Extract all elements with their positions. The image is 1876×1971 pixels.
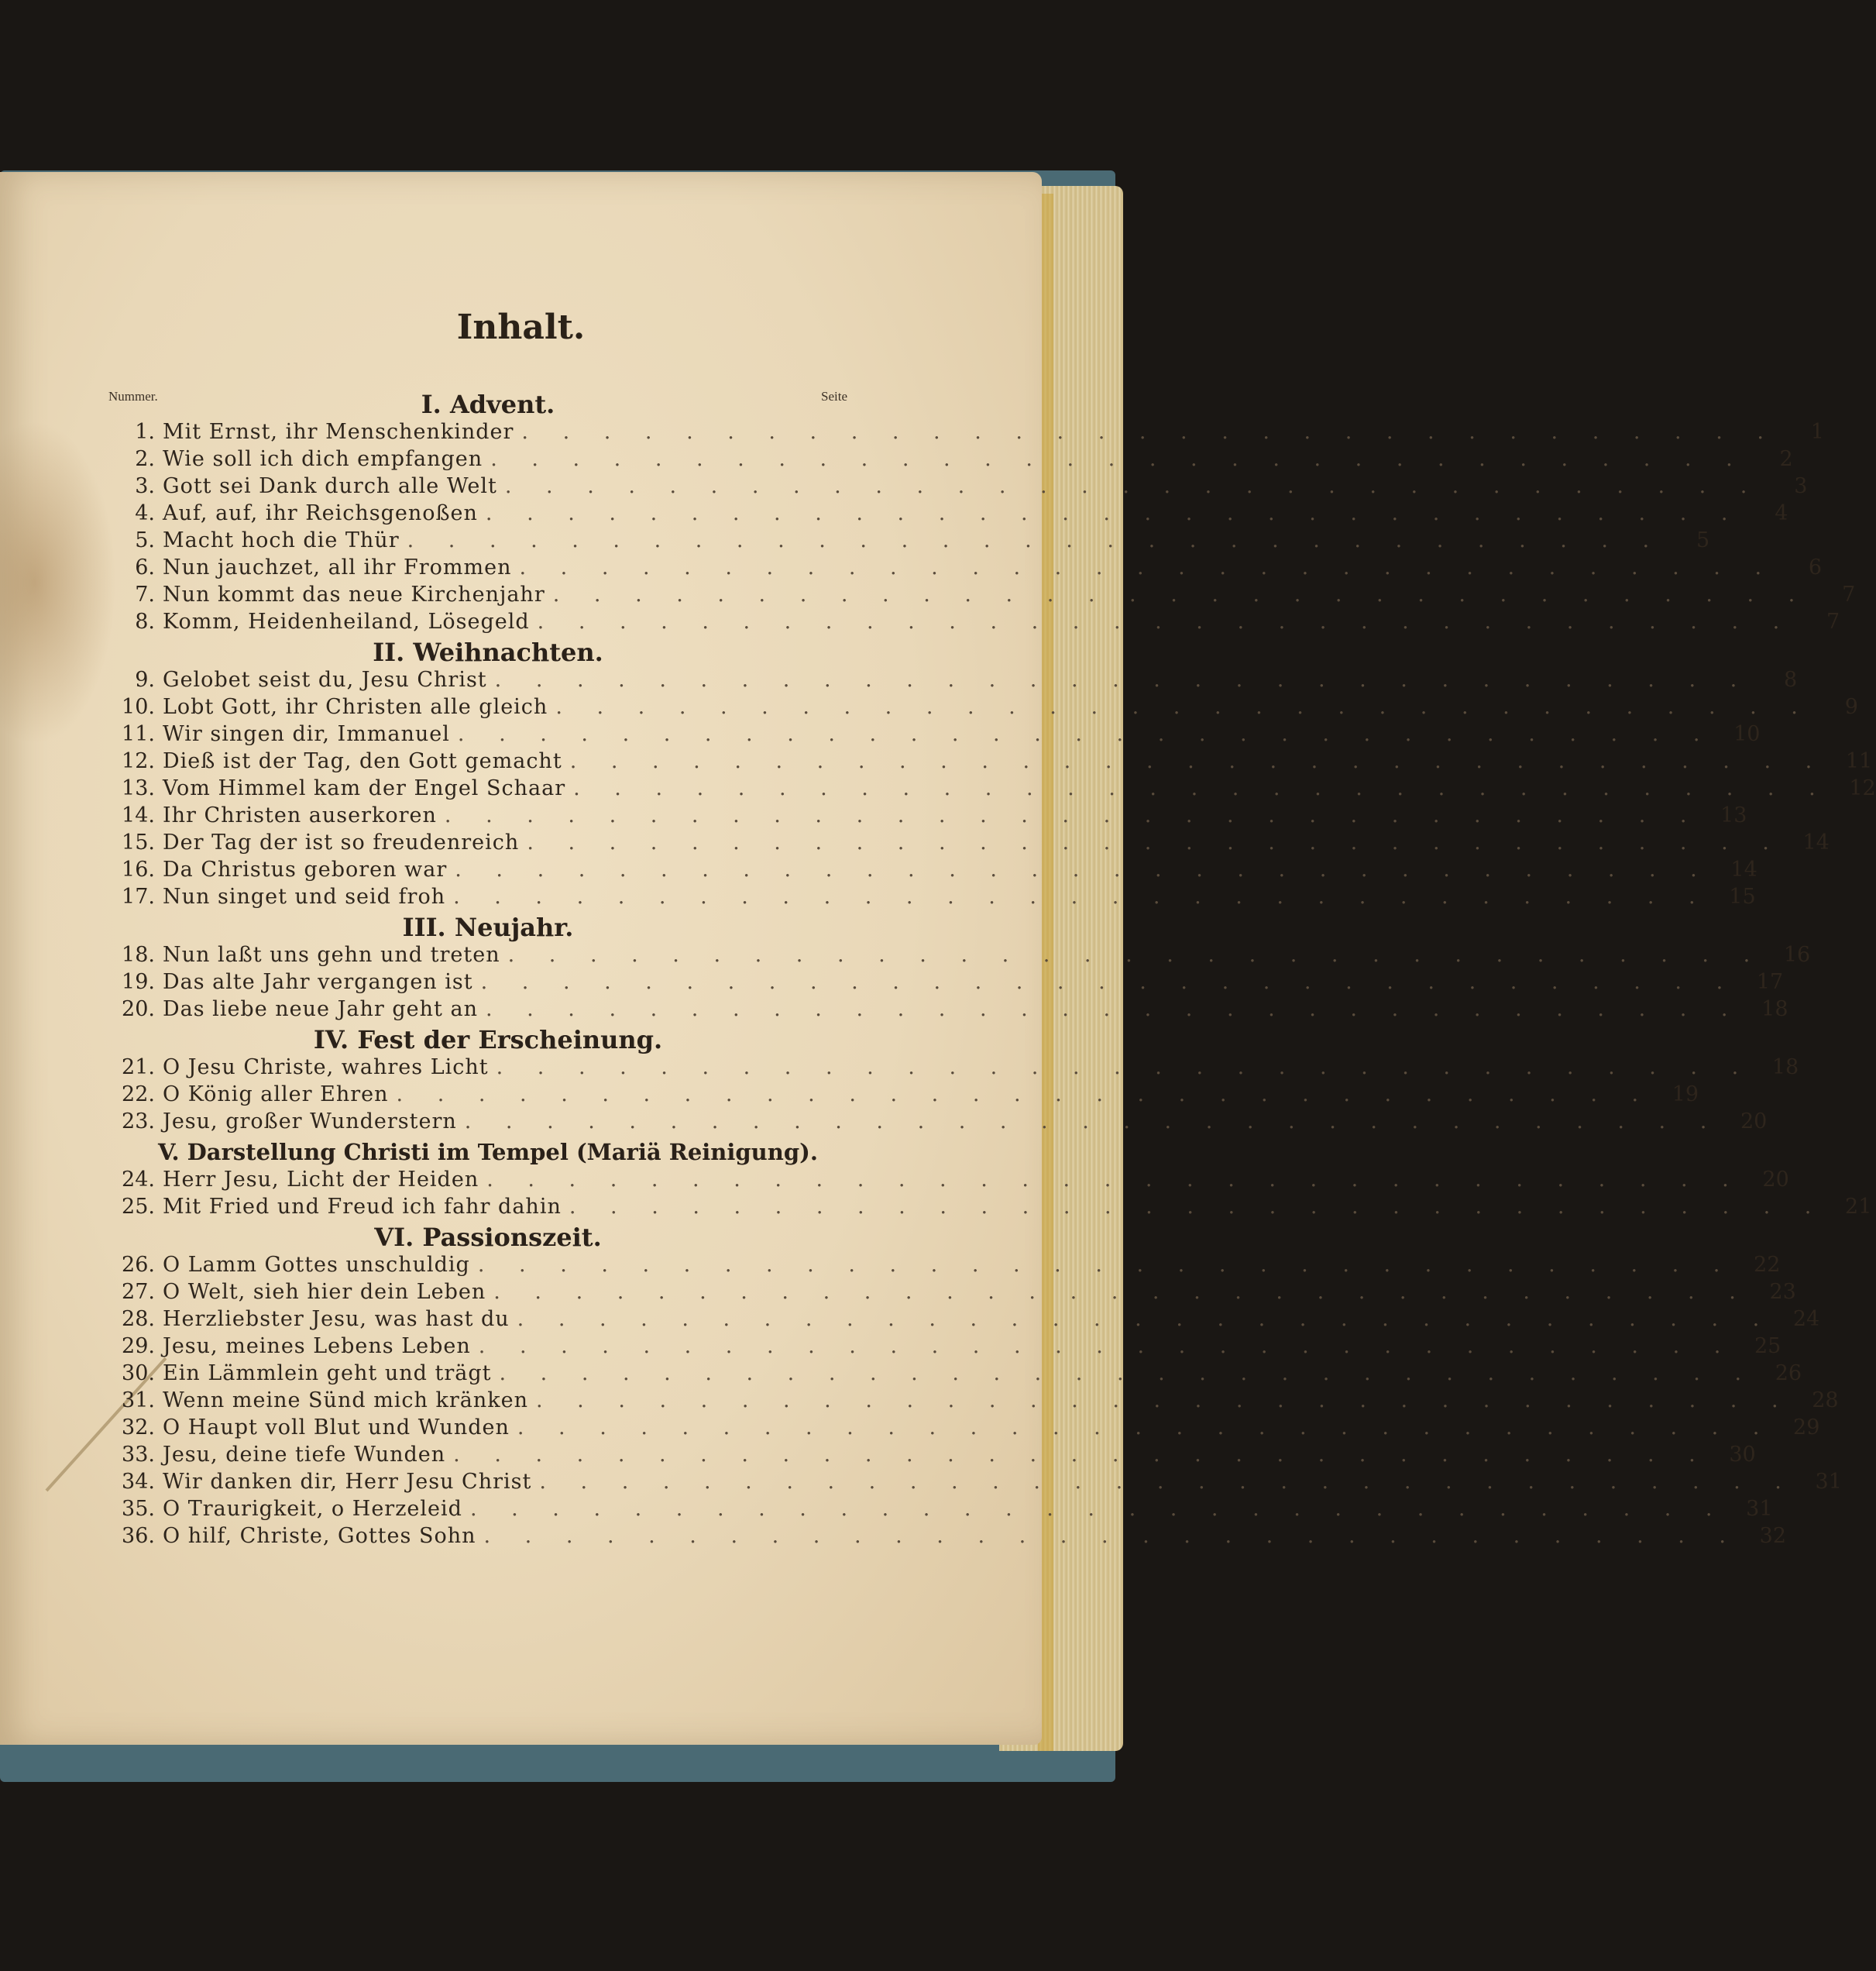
entry-page: 3	[1794, 474, 1808, 498]
entry-number: 23.	[122, 1109, 155, 1133]
entry-number: 32.	[122, 1415, 155, 1440]
leader-dots: . . . . . . . . . . . . . . . . . . . . . . . . . . . . . . .	[494, 668, 1751, 692]
entry-title: Wir danken dir, Herr Jesu Christ	[163, 1470, 532, 1494]
section-heading: VI. Passionszeit.	[374, 1223, 602, 1252]
entry-number: 3.	[135, 474, 155, 498]
leader-dots: . . . . . . . . . . . . . . . . . . . . . . . . . . . . . . .	[457, 722, 1714, 746]
toc-row	[108, 418, 1824, 446]
entry-title: Der Tag der ist so freudenreich	[163, 831, 520, 855]
toc-row	[108, 500, 1788, 528]
entry-page: 32	[1759, 1524, 1787, 1548]
entry-title: Nun jauchzet, all ihr Frommen	[163, 556, 512, 580]
leader-dots: . . . . . . . . . . . . . . . . . . . . . . . . . . . . . . .	[504, 474, 1761, 498]
toc-row	[108, 802, 1747, 830]
toc-row	[108, 1360, 1802, 1388]
leader-dots: . . . . . . . . . . . . . . . . . . . . . . . . . . . . . . .	[469, 1497, 1727, 1521]
book-page	[0, 172, 1876, 1745]
toc-row	[108, 1468, 1842, 1496]
leader-dots: . . . . . . . . . . . . . . . . . . . . . . . . . . . . . . .	[493, 1280, 1750, 1304]
entry-page: 31	[1746, 1497, 1773, 1521]
entry-title: Macht hoch die Thür	[163, 528, 400, 552]
entry-title: O Haupt voll Blut und Wunden	[163, 1415, 510, 1440]
section-heading: III. Neujahr.	[402, 913, 574, 942]
entry-title: Wie soll ich dich empfangen	[163, 447, 483, 471]
toc-row	[108, 1333, 1782, 1360]
toc-row	[108, 1441, 1756, 1469]
leader-dots: . . . . . . . . . . . . . . . . . . . . . . . . . . . . . . .	[486, 1168, 1743, 1192]
entry-title: Vom Himmel kam der Engel Schaar	[163, 776, 566, 800]
entry-page: 20	[1762, 1168, 1789, 1192]
entry-number: 30.	[122, 1361, 155, 1385]
entry-number: 10.	[122, 695, 155, 719]
entry-page: 8	[1784, 668, 1798, 692]
entry-title: Lobt Gott, ihr Christen alle gleich	[163, 695, 548, 719]
leader-dots: . . . . . . . . . . . . . . . . . . . . . . . . . . . . . . .	[499, 1361, 1756, 1385]
section-heading: IV. Fest der Erscheinung.	[313, 1025, 663, 1054]
entry-number: 1.	[135, 420, 155, 444]
leader-dots: . . . . . . . . . . . . . . . . . . . . . . . . . . . . . . .	[464, 1109, 1721, 1133]
entry-page: 1	[1810, 420, 1824, 444]
entry-page: 20	[1740, 1109, 1768, 1133]
entry-number: 9.	[135, 668, 155, 692]
entry-title: Das liebe neue Jahr geht an	[163, 997, 478, 1021]
entry-page: 16	[1783, 943, 1811, 967]
entry-page: 26	[1775, 1361, 1802, 1385]
entry-page: 9	[1844, 695, 1858, 719]
toc-row	[108, 941, 1811, 969]
leader-dots: . . . . . . . . . . . . . . . . . . . . . . . . . . . . . . .	[407, 528, 1664, 552]
entry-number: 24.	[122, 1168, 155, 1192]
entry-page: 21	[1845, 1195, 1872, 1219]
entry-title: Gelobet seist du, Jesu Christ	[163, 668, 487, 692]
entry-title: O König aller Ehren	[163, 1082, 389, 1106]
toc-row	[108, 1305, 1820, 1333]
page-title: Inhalt.	[456, 308, 586, 347]
leader-dots: . . . . . . . . . . . . . . . . . . . . . . . . . . . . . . .	[569, 1195, 1826, 1219]
entry-title: Jesu, meines Lebens Leben	[163, 1334, 471, 1358]
leader-dots: . . . . . . . . . . . . . . . . . . . . . . . . . . . . . . .	[453, 1443, 1709, 1467]
leader-dots: . . . . . . . . . . . . . . . . . . . . . . . . . . . . . . .	[519, 556, 1776, 580]
section-heading: V. Darstellung Christi im Tempel (Mariä Reinigung).	[158, 1139, 818, 1165]
entry-number: 25.	[122, 1195, 155, 1219]
toc-row	[108, 1081, 1699, 1109]
toc-row	[108, 968, 1784, 996]
entry-page: 23	[1769, 1280, 1796, 1304]
leader-dots: . . . . . . . . . . . . . . . . . . . . . . . . . . . . . . .	[521, 420, 1778, 444]
entry-title: O hilf, Christe, Gottes Sohn	[163, 1524, 476, 1548]
entry-number: 14.	[122, 803, 155, 827]
entry-page: 19	[1672, 1082, 1699, 1106]
leader-dots: . . . . . . . . . . . . . . . . . . . . . . . . . . . . . . .	[536, 1388, 1792, 1412]
entry-title: Herzliebster Jesu, was hast du	[163, 1307, 510, 1331]
entry-title: Jesu, großer Wunderstern	[163, 1109, 457, 1133]
toc-row	[108, 554, 1823, 582]
toc-row	[108, 1414, 1820, 1442]
leader-dots: . . . . . . . . . . . . . . . . . . . . . . . . . . . . . . .	[552, 583, 1809, 607]
leader-dots: . . . . . . . . . . . . . . . . . . . . . . . . . . . . . . .	[527, 831, 1783, 855]
entry-number: 28.	[122, 1307, 155, 1331]
toc-row	[108, 856, 1757, 884]
toc-row	[108, 581, 1856, 609]
entry-page: 7	[1826, 610, 1840, 634]
toc-row	[108, 1251, 1781, 1279]
entry-page: 13	[1720, 803, 1747, 827]
entry-page: 14	[1802, 831, 1830, 855]
toc-row	[108, 721, 1761, 748]
entry-title: Gott sei Dank durch alle Welt	[163, 474, 497, 498]
entry-title: Mit Fried und Freud ich fahr dahin	[163, 1195, 562, 1219]
entry-page: 31	[1815, 1470, 1842, 1494]
entry-title: Mit Ernst, ihr Menschenkinder	[163, 420, 514, 444]
entry-page: 4	[1775, 501, 1788, 525]
entry-title: Wir singen dir, Immanuel	[163, 722, 450, 746]
entry-title: O Traurigkeit, o Herzeleid	[163, 1497, 462, 1521]
toc-row	[108, 829, 1830, 857]
entry-title: Jesu, deine tiefe Wunden	[163, 1443, 446, 1467]
entry-number: 16.	[122, 858, 155, 882]
entry-number: 13.	[122, 776, 155, 800]
section-heading: II. Weihnachten.	[373, 638, 603, 667]
entry-title: O Welt, sieh hier dein Leben	[163, 1280, 486, 1304]
leader-dots: . . . . . . . . . . . . . . . . . . . . . . . . . . . . . . .	[507, 943, 1764, 967]
toc-row	[108, 1387, 1839, 1415]
entry-number: 31.	[122, 1388, 155, 1412]
entry-page: 14	[1730, 858, 1757, 882]
entry-number: 2.	[135, 447, 155, 471]
entry-page: 17	[1756, 970, 1784, 994]
entry-number: 19.	[122, 970, 155, 994]
entry-page: 25	[1754, 1334, 1782, 1358]
leader-dots: . . . . . . . . . . . . . . . . . . . . . . . . . . . . . . .	[555, 695, 1812, 719]
toc-row	[108, 775, 1876, 803]
leader-dots: . . . . . . . . . . . . . . . . . . . . . . . . . . . . . . .	[573, 776, 1830, 800]
entry-page: 10	[1733, 722, 1761, 746]
page-content	[0, 172, 1876, 1745]
entry-page: 24	[1792, 1307, 1820, 1331]
entry-number: 11.	[122, 722, 155, 746]
entry-page: 2	[1779, 447, 1793, 471]
toc-row	[108, 473, 1808, 500]
toc-row	[108, 1166, 1789, 1194]
entry-number: 29.	[122, 1334, 155, 1358]
entry-page: 15	[1729, 885, 1756, 909]
entry-title: O Jesu Christe, wahres Licht	[163, 1055, 489, 1079]
leader-dots: . . . . . . . . . . . . . . . . . . . . . . . . . . . . . . .	[478, 1334, 1735, 1358]
toc-row	[108, 666, 1798, 694]
entry-number: 34.	[122, 1470, 155, 1494]
entry-number: 33.	[122, 1443, 155, 1467]
page-column-label: Seite	[821, 389, 847, 404]
leader-dots: . . . . . . . . . . . . . . . . . . . . . . . . . . . . . . .	[537, 610, 1794, 634]
leader-dots: . . . . . . . . . . . . . . . . . . . . . . . . . . . . . . .	[483, 1524, 1740, 1548]
leader-dots: . . . . . . . . . . . . . . . . . . . . . . . . . . . . . . .	[396, 1082, 1653, 1106]
entry-page: 12	[1849, 776, 1876, 800]
entry-number: 15.	[122, 831, 155, 855]
toc-row	[108, 1193, 1872, 1221]
entry-page: 6	[1808, 556, 1823, 580]
entry-page: 28	[1812, 1388, 1839, 1412]
toc-row	[108, 748, 1873, 776]
entry-title: Nun laßt uns gehn und treten	[163, 943, 500, 967]
leader-dots: . . . . . . . . . . . . . . . . . . . . . . . . . . . . . . .	[453, 885, 1709, 909]
leader-dots: . . . . . . . . . . . . . . . . . . . . . . . . . . . . . . .	[517, 1307, 1774, 1331]
leader-dots: . . . . . . . . . . . . . . . . . . . . . . . . . . . . . . .	[444, 803, 1701, 827]
entry-page: 18	[1761, 997, 1788, 1021]
leader-dots: . . . . . . . . . . . . . . . . . . . . . . . . . . . . . . .	[490, 447, 1747, 471]
entry-title: Herr Jesu, Licht der Heiden	[163, 1168, 479, 1192]
toc-row	[108, 1054, 1799, 1082]
toc-row	[108, 1522, 1787, 1550]
leader-dots: . . . . . . . . . . . . . . . . . . . . . . . . . . . . . . .	[569, 749, 1826, 773]
leader-dots: . . . . . . . . . . . . . . . . . . . . . . . . . . . . . . .	[480, 970, 1737, 994]
leader-dots: . . . . . . . . . . . . . . . . . . . . . . . . . . . . . . .	[485, 501, 1742, 525]
leader-dots: . . . . . . . . . . . . . . . . . . . . . . . . . . . . . . .	[539, 1470, 1795, 1494]
entry-title: Das alte Jahr vergangen ist	[163, 970, 473, 994]
entry-title: Auf, auf, ihr Reichsgenoßen	[163, 501, 478, 525]
toc-row	[108, 445, 1793, 473]
toc-row	[108, 1108, 1768, 1136]
leader-dots: . . . . . . . . . . . . . . . . . . . . . . . . . . . . . . .	[517, 1415, 1774, 1440]
entry-number: 6.	[135, 556, 155, 580]
entry-page: 22	[1754, 1253, 1781, 1277]
entry-number: 5.	[135, 528, 155, 552]
entry-title: Wenn meine Sünd mich kränken	[163, 1388, 529, 1412]
leader-dots: . . . . . . . . . . . . . . . . . . . . . . . . . . . . . . .	[485, 997, 1742, 1021]
entry-number: 22.	[122, 1082, 155, 1106]
entry-page: 11	[1845, 749, 1873, 773]
entry-number: 18.	[122, 943, 155, 967]
entry-number: 26.	[122, 1253, 155, 1277]
leader-dots: . . . . . . . . . . . . . . . . . . . . . . . . . . . . . . .	[455, 858, 1711, 882]
toc-row	[108, 883, 1756, 911]
entry-number: 12.	[122, 749, 155, 773]
entry-title: Nun singet und seid froh	[163, 885, 446, 909]
toc-row	[108, 693, 1858, 721]
toc-row	[108, 527, 1710, 555]
entry-number: 7.	[135, 583, 155, 607]
entry-number: 4.	[135, 501, 155, 525]
entry-title: O Lamm Gottes unschuldig	[163, 1253, 470, 1277]
entry-page: 7	[1842, 583, 1856, 607]
toc-row	[108, 1495, 1773, 1523]
entry-title: Nun kommt das neue Kirchenjahr	[163, 583, 545, 607]
entry-number: 36.	[122, 1524, 155, 1548]
toc-row	[108, 996, 1788, 1023]
entry-title: Komm, Heidenheiland, Lösegeld	[163, 610, 530, 634]
entry-title: Da Christus geboren war	[163, 858, 448, 882]
toc-row	[108, 1278, 1796, 1306]
entry-page: 30	[1729, 1443, 1756, 1467]
entry-title: Dieß ist der Tag, den Gott gemacht	[163, 749, 562, 773]
entry-number: 17.	[122, 885, 155, 909]
entry-number: 21.	[122, 1055, 155, 1079]
toc-row	[108, 608, 1840, 636]
number-column-label: Nummer.	[108, 389, 158, 404]
entry-number: 27.	[122, 1280, 155, 1304]
entry-title: Ein Lämmlein geht und trägt	[163, 1361, 492, 1385]
entry-number: 8.	[135, 610, 155, 634]
entry-number: 35.	[122, 1497, 155, 1521]
leader-dots: . . . . . . . . . . . . . . . . . . . . . . . . . . . . . . .	[496, 1055, 1753, 1079]
entry-page: 29	[1793, 1415, 1820, 1440]
section-heading: I. Advent.	[421, 390, 555, 419]
entry-title: Ihr Christen auserkoren	[163, 803, 437, 827]
leader-dots: . . . . . . . . . . . . . . . . . . . . . . . . . . . . . . .	[477, 1253, 1734, 1277]
entry-number: 20.	[122, 997, 155, 1021]
entry-page: 5	[1696, 528, 1710, 552]
entry-page: 18	[1771, 1055, 1799, 1079]
